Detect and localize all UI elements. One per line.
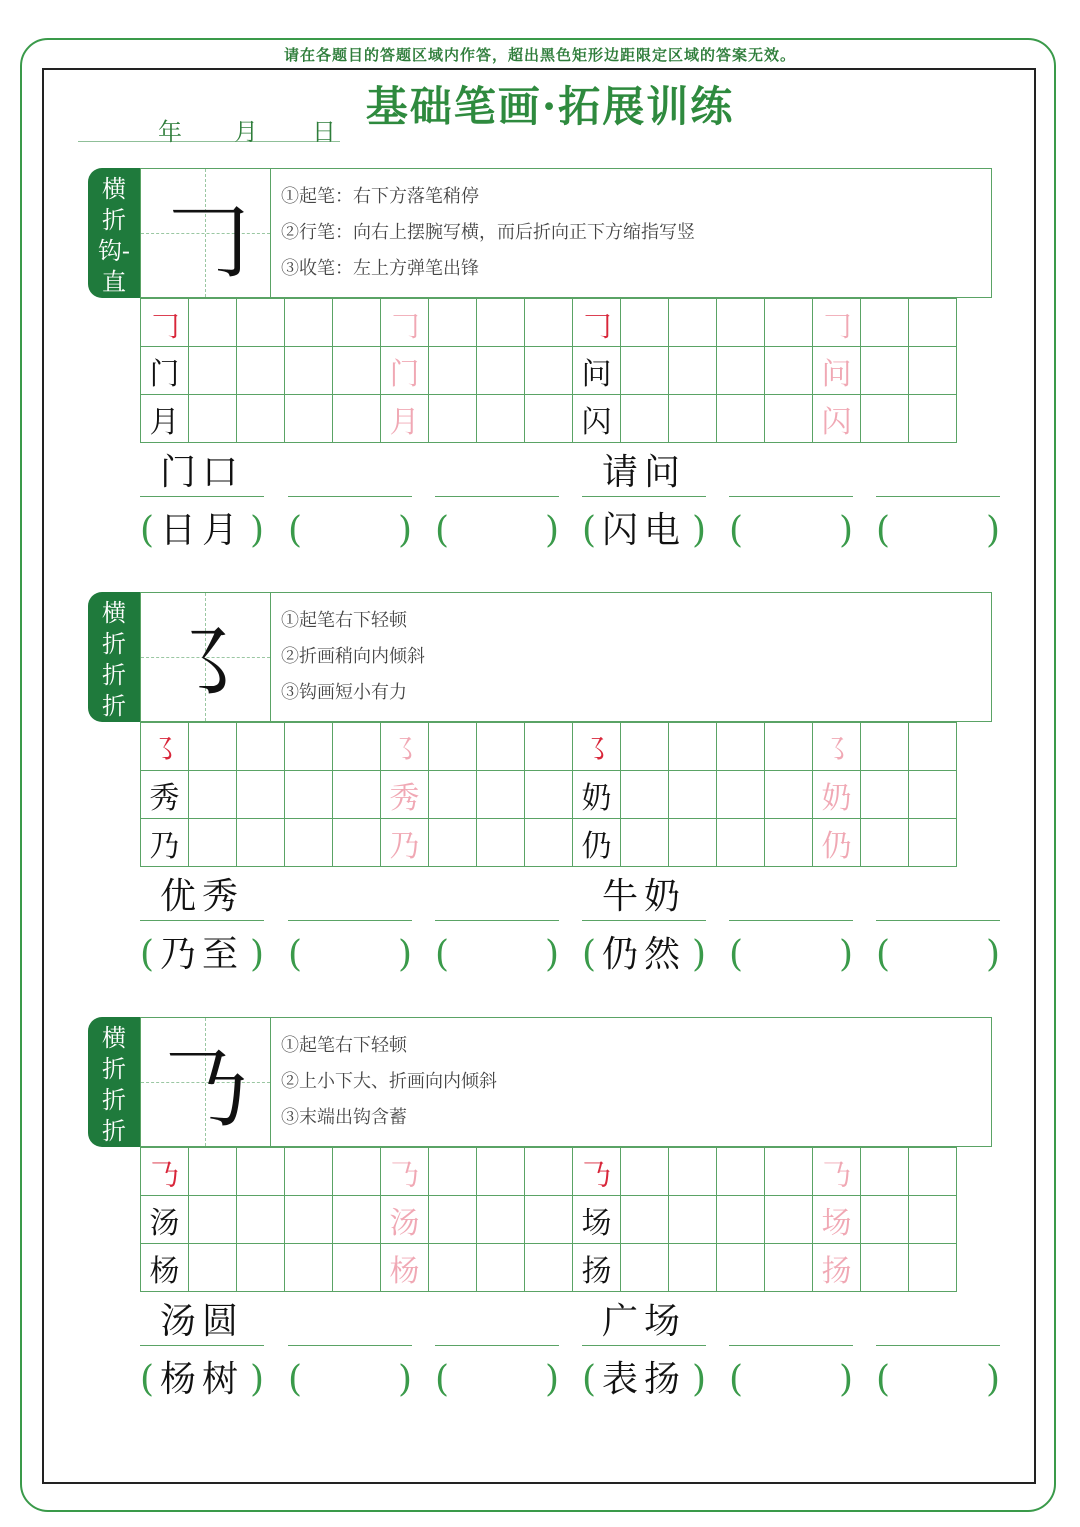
grid-cell[interactable]: 𠃌	[381, 299, 429, 347]
stroke-name-char: 横	[102, 599, 126, 627]
grid-cell[interactable]	[189, 1244, 237, 1292]
paren-left: (	[435, 510, 450, 551]
paren-left: (	[582, 510, 597, 551]
grid-row	[141, 771, 957, 819]
grid-cell[interactable]	[333, 347, 381, 395]
paren-right: )	[691, 510, 706, 551]
paren-left: (	[582, 1359, 597, 1400]
stroke-header	[140, 1017, 992, 1147]
grid-cell[interactable]: 场	[813, 1196, 861, 1244]
page-title: 基础笔画·拓展训练	[365, 82, 735, 131]
grid-cell[interactable]	[621, 819, 669, 867]
grid-cell[interactable]	[525, 819, 573, 867]
paren-left: (	[140, 934, 155, 975]
word-slot[interactable]	[140, 872, 264, 921]
paren-left: (	[729, 510, 744, 551]
notice-text: 请在各题目的答题区域内作答，超出黑色矩形边距限定区域的答案无效。	[283, 46, 796, 64]
grid-cell[interactable]: 门	[141, 347, 189, 395]
grid-cell[interactable]: 杨	[141, 1244, 189, 1292]
grid-row	[141, 819, 957, 867]
paren-right: )	[985, 510, 1000, 551]
grid-cell[interactable]	[909, 395, 957, 443]
grid-cell[interactable]	[189, 1148, 237, 1196]
grid-cell[interactable]	[237, 395, 285, 443]
grid-cell[interactable]	[525, 1148, 573, 1196]
paren-word: 乃至	[159, 934, 244, 975]
grid-cell[interactable]	[621, 347, 669, 395]
grid-cell[interactable]	[765, 1196, 813, 1244]
word-text: 牛奶	[601, 876, 686, 917]
stroke-name-char: 折	[102, 1055, 126, 1083]
paren-slot[interactable]	[435, 1355, 559, 1407]
grid-cell[interactable]	[237, 347, 285, 395]
paren-left: (	[729, 1359, 744, 1400]
grid-cell[interactable]: 门	[381, 347, 429, 395]
grid-cell[interactable]	[477, 1244, 525, 1292]
stroke-demo-cell	[141, 593, 271, 721]
grid-cell[interactable]	[765, 771, 813, 819]
word-slot[interactable]	[435, 448, 559, 497]
grid-cell[interactable]	[669, 299, 717, 347]
stroke-name-tab	[88, 1017, 140, 1147]
grid-cell[interactable]	[525, 299, 573, 347]
grid-cell[interactable]: 乃	[141, 819, 189, 867]
grid-cell[interactable]: 仍	[573, 819, 621, 867]
word-slot[interactable]	[729, 1297, 853, 1346]
grid-cell[interactable]	[669, 1244, 717, 1292]
instruction-step: ①起笔右下轻顿	[281, 1035, 407, 1056]
word-text: 汤圆	[159, 1301, 244, 1342]
word-slot[interactable]	[876, 1297, 1000, 1346]
grid-cell[interactable]	[429, 1196, 477, 1244]
grid-cell[interactable]	[765, 299, 813, 347]
grid-cell[interactable]	[333, 1148, 381, 1196]
word-slot[interactable]	[582, 448, 706, 497]
date-day: 日	[312, 118, 336, 146]
paren-right: )	[838, 510, 853, 551]
stroke-name-char: 折	[102, 1117, 126, 1145]
grid-cell[interactable]: 𠄎	[141, 1148, 189, 1196]
grid-cell[interactable]	[285, 723, 333, 771]
grid-cell[interactable]: 问	[813, 347, 861, 395]
paren-right: )	[397, 1359, 412, 1400]
grid-cell[interactable]	[189, 1196, 237, 1244]
paren-word: 仍然	[601, 934, 686, 975]
stroke-header	[140, 592, 992, 722]
grid-cell[interactable]	[525, 395, 573, 443]
grid-cell[interactable]	[285, 1196, 333, 1244]
grid-cell[interactable]	[909, 819, 957, 867]
grid-cell[interactable]	[189, 299, 237, 347]
grid-cell[interactable]	[909, 347, 957, 395]
stroke-name-char: 横	[102, 175, 126, 203]
date-row	[78, 112, 340, 146]
grid-cell[interactable]: ㇌	[813, 723, 861, 771]
paren-left: (	[288, 934, 303, 975]
grid-cell[interactable]	[717, 1196, 765, 1244]
stroke-name-char: 横	[102, 1024, 126, 1052]
paren-slot[interactable]	[582, 506, 706, 558]
grid-row	[141, 299, 957, 347]
grid-cell[interactable]	[861, 347, 909, 395]
grid-cell[interactable]	[717, 1244, 765, 1292]
practice-grid	[140, 298, 957, 443]
grid-row	[141, 395, 957, 443]
stroke-name-char: 折	[102, 661, 126, 689]
paren-slot[interactable]	[729, 506, 853, 558]
paren-left: (	[288, 1359, 303, 1400]
grid-cell[interactable]	[333, 819, 381, 867]
grid-cell[interactable]	[765, 1244, 813, 1292]
grid-cell[interactable]	[429, 395, 477, 443]
grid-cell[interactable]	[189, 723, 237, 771]
paren-word: 闪电	[601, 510, 686, 551]
grid-cell[interactable]	[237, 1244, 285, 1292]
grid-cell[interactable]	[861, 299, 909, 347]
word-slot[interactable]	[876, 872, 1000, 921]
grid-cell[interactable]	[429, 1148, 477, 1196]
word-slot[interactable]	[729, 448, 853, 497]
grid-cell[interactable]	[621, 1244, 669, 1292]
grid-cell[interactable]	[669, 347, 717, 395]
paren-left: (	[435, 934, 450, 975]
grid-cell[interactable]	[285, 1244, 333, 1292]
grid-cell[interactable]: 杨	[381, 1244, 429, 1292]
instruction-step: ①起笔：右下方落笔稍停	[281, 186, 479, 207]
grid-cell[interactable]: 𠃌	[141, 299, 189, 347]
grid-cell[interactable]: 𠃌	[573, 299, 621, 347]
grid-cell[interactable]	[909, 1196, 957, 1244]
grid-cell[interactable]	[429, 723, 477, 771]
paren-left: (	[435, 1359, 450, 1400]
paren-slot[interactable]	[729, 930, 853, 982]
paren-right: )	[249, 934, 264, 975]
grid-cell[interactable]	[621, 771, 669, 819]
paren-right: )	[397, 510, 412, 551]
paren-slot[interactable]	[435, 930, 559, 982]
paren-left: (	[582, 934, 597, 975]
grid-cell[interactable]: 秀	[381, 771, 429, 819]
grid-cell[interactable]	[477, 347, 525, 395]
grid-cell[interactable]: 奶	[813, 771, 861, 819]
date-year: 年	[158, 118, 182, 146]
grid-row	[141, 723, 957, 771]
word-slot[interactable]	[140, 1297, 264, 1346]
stroke-name-char: 折	[102, 630, 126, 658]
grid-cell[interactable]: 𠄎	[813, 1148, 861, 1196]
grid-cell[interactable]	[237, 1196, 285, 1244]
grid-cell[interactable]	[909, 299, 957, 347]
grid-cell[interactable]	[861, 819, 909, 867]
grid-cell[interactable]	[717, 395, 765, 443]
grid-cell[interactable]	[909, 1148, 957, 1196]
paren-right: )	[544, 934, 559, 975]
paren-slot[interactable]	[582, 930, 706, 982]
paren-right: )	[691, 934, 706, 975]
grid-cell[interactable]	[477, 771, 525, 819]
grid-cell[interactable]	[189, 819, 237, 867]
stroke-demo-glyph: ㇌	[161, 612, 250, 715]
paren-slot[interactable]	[140, 506, 264, 558]
grid-cell[interactable]	[477, 299, 525, 347]
paren-slot[interactable]	[140, 1355, 264, 1407]
grid-cell[interactable]: 𠃌	[813, 299, 861, 347]
instruction-step: ①起笔右下轻顿	[281, 610, 407, 631]
stroke-demo-cell	[141, 169, 271, 297]
grid-cell[interactable]	[237, 819, 285, 867]
grid-cell[interactable]	[525, 723, 573, 771]
grid-cell[interactable]	[477, 1196, 525, 1244]
grid-row	[141, 347, 957, 395]
stroke-name-tab	[88, 168, 140, 298]
stroke-instructions	[281, 603, 425, 711]
grid-cell[interactable]: 扬	[573, 1244, 621, 1292]
grid-cell[interactable]	[237, 771, 285, 819]
grid-cell[interactable]: 月	[141, 395, 189, 443]
stroke-name-char: 直	[102, 268, 126, 296]
word-slot[interactable]	[288, 448, 412, 497]
grid-cell[interactable]	[189, 395, 237, 443]
paren-right: )	[397, 934, 412, 975]
paren-word: 日月	[159, 510, 244, 551]
paren-right: )	[985, 934, 1000, 975]
grid-cell[interactable]	[717, 723, 765, 771]
word-slot[interactable]	[582, 872, 706, 921]
grid-cell[interactable]	[765, 1148, 813, 1196]
grid-cell[interactable]	[765, 819, 813, 867]
word-slot[interactable]	[288, 872, 412, 921]
paren-slot[interactable]	[288, 1355, 412, 1407]
paren-word: 表扬	[601, 1359, 686, 1400]
paren-right: )	[691, 1359, 706, 1400]
stroke-instructions	[281, 179, 695, 287]
stroke-header	[140, 168, 992, 298]
grid-cell[interactable]: 汤	[141, 1196, 189, 1244]
grid-cell[interactable]: 𠄎	[381, 1148, 429, 1196]
grid-cell[interactable]: ㇌	[381, 723, 429, 771]
grid-cell[interactable]: 问	[573, 347, 621, 395]
paren-slot[interactable]	[876, 1355, 1000, 1407]
grid-cell[interactable]	[333, 395, 381, 443]
grid-cell[interactable]	[861, 395, 909, 443]
grid-cell[interactable]	[285, 819, 333, 867]
paren-left: (	[729, 934, 744, 975]
grid-cell[interactable]	[525, 1244, 573, 1292]
paren-slot[interactable]	[729, 1355, 853, 1407]
stroke-name-char: 钩-	[97, 237, 131, 265]
instruction-step: ③收笔：左上方弹笔出锋	[281, 258, 479, 279]
grid-cell[interactable]	[621, 723, 669, 771]
grid-cell[interactable]: 奶	[573, 771, 621, 819]
grid-cell[interactable]	[237, 299, 285, 347]
grid-cell[interactable]	[669, 771, 717, 819]
grid-cell[interactable]	[621, 1196, 669, 1244]
grid-cell[interactable]: 扬	[813, 1244, 861, 1292]
grid-cell[interactable]	[909, 1244, 957, 1292]
date-month: 月	[234, 118, 258, 146]
grid-cell[interactable]	[861, 1148, 909, 1196]
paren-slot[interactable]	[876, 506, 1000, 558]
grid-cell[interactable]	[717, 819, 765, 867]
word-slot[interactable]	[435, 1297, 559, 1346]
grid-cell[interactable]: 场	[573, 1196, 621, 1244]
grid-cell[interactable]	[669, 1148, 717, 1196]
stroke-instructions	[281, 1028, 497, 1136]
paren-left: (	[876, 934, 891, 975]
stroke-name-char: 折	[102, 1086, 126, 1114]
grid-row	[141, 1148, 957, 1196]
paren-right: )	[544, 1359, 559, 1400]
grid-cell[interactable]	[669, 819, 717, 867]
grid-cell[interactable]	[237, 1148, 285, 1196]
grid-cell[interactable]	[429, 819, 477, 867]
grid-cell[interactable]	[525, 1196, 573, 1244]
paren-right: )	[838, 1359, 853, 1400]
grid-cell[interactable]	[621, 299, 669, 347]
word-text: 广场	[601, 1301, 686, 1342]
grid-cell[interactable]	[333, 771, 381, 819]
paren-slot[interactable]	[288, 930, 412, 982]
paren-right: )	[249, 510, 264, 551]
stroke-demo-glyph: 𠄎	[161, 1037, 250, 1140]
word-slot[interactable]	[729, 872, 853, 921]
grid-cell[interactable]: 𠄎	[573, 1148, 621, 1196]
grid-cell[interactable]	[477, 723, 525, 771]
word-slot[interactable]	[876, 448, 1000, 497]
stroke-demo-cell	[141, 1018, 271, 1146]
grid-cell[interactable]	[429, 299, 477, 347]
grid-cell[interactable]	[765, 723, 813, 771]
grid-cell[interactable]	[285, 299, 333, 347]
practice-grid	[140, 1147, 957, 1292]
grid-cell[interactable]	[765, 347, 813, 395]
grid-cell[interactable]	[477, 395, 525, 443]
grid-cell[interactable]	[525, 347, 573, 395]
grid-cell[interactable]	[285, 395, 333, 443]
grid-cell[interactable]	[909, 723, 957, 771]
grid-cell[interactable]: 仍	[813, 819, 861, 867]
grid-cell[interactable]	[861, 1196, 909, 1244]
grid-cell[interactable]	[717, 299, 765, 347]
grid-cell[interactable]	[861, 723, 909, 771]
stroke-name-char: 折	[102, 692, 126, 720]
grid-cell[interactable]	[477, 819, 525, 867]
grid-cell[interactable]	[189, 771, 237, 819]
grid-cell[interactable]	[861, 771, 909, 819]
grid-cell[interactable]	[285, 1148, 333, 1196]
paren-right: )	[249, 1359, 264, 1400]
grid-cell[interactable]	[717, 347, 765, 395]
practice-grid	[140, 722, 957, 867]
stroke-name-char: 折	[102, 206, 126, 234]
grid-cell[interactable]	[285, 347, 333, 395]
paren-left: (	[876, 1359, 891, 1400]
grid-cell[interactable]	[525, 771, 573, 819]
grid-cell[interactable]	[765, 395, 813, 443]
grid-cell[interactable]: ㇌	[573, 723, 621, 771]
grid-cell[interactable]: 闪	[813, 395, 861, 443]
grid-cell[interactable]	[669, 723, 717, 771]
paren-slot[interactable]	[435, 506, 559, 558]
grid-cell[interactable]: 汤	[381, 1196, 429, 1244]
grid-cell[interactable]	[237, 723, 285, 771]
word-slot[interactable]	[288, 1297, 412, 1346]
date-line	[78, 141, 340, 142]
instruction-step: ②行笔：向右上摆腕写横，而后折向正下方缩指写竖	[281, 222, 695, 243]
word-slot[interactable]	[435, 872, 559, 921]
grid-cell[interactable]	[717, 1148, 765, 1196]
paren-left: (	[876, 510, 891, 551]
word-slot[interactable]	[582, 1297, 706, 1346]
paren-right: )	[838, 934, 853, 975]
word-text: 门口	[159, 452, 244, 493]
paren-right: )	[985, 1359, 1000, 1400]
grid-row	[141, 1244, 957, 1292]
grid-cell[interactable]	[669, 395, 717, 443]
grid-cell[interactable]: 闪	[573, 395, 621, 443]
grid-cell[interactable]	[717, 771, 765, 819]
instruction-step: ②上小下大、折画向内倾斜	[281, 1071, 497, 1092]
paren-right: )	[544, 510, 559, 551]
grid-cell[interactable]	[429, 1244, 477, 1292]
paren-word: 杨树	[159, 1359, 244, 1400]
grid-cell[interactable]	[285, 771, 333, 819]
grid-cell[interactable]	[909, 771, 957, 819]
grid-cell[interactable]	[333, 1244, 381, 1292]
word-text: 优秀	[159, 876, 244, 917]
paren-slot[interactable]	[876, 930, 1000, 982]
grid-cell[interactable]	[189, 347, 237, 395]
grid-cell[interactable]: 秀	[141, 771, 189, 819]
grid-cell[interactable]	[333, 1196, 381, 1244]
word-text: 请问	[601, 452, 686, 493]
grid-cell[interactable]	[621, 395, 669, 443]
paren-slot[interactable]	[582, 1355, 706, 1407]
stroke-name-tab	[88, 592, 140, 722]
grid-cell[interactable]	[621, 1148, 669, 1196]
word-slot[interactable]	[140, 448, 264, 497]
grid-cell[interactable]	[669, 1196, 717, 1244]
paren-slot[interactable]	[288, 506, 412, 558]
paren-left: (	[140, 1359, 155, 1400]
grid-cell[interactable]	[333, 723, 381, 771]
grid-cell[interactable]	[477, 1148, 525, 1196]
stroke-demo-glyph: 𠃌	[161, 188, 250, 291]
instruction-step: ②折画稍向内倾斜	[281, 646, 425, 667]
instruction-step: ③钩画短小有力	[281, 682, 407, 703]
grid-cell[interactable]: ㇌	[141, 723, 189, 771]
grid-cell[interactable]	[429, 771, 477, 819]
paren-left: (	[140, 510, 155, 551]
grid-cell[interactable]: 乃	[381, 819, 429, 867]
instruction-step: ③末端出钩含蓄	[281, 1107, 407, 1128]
grid-row	[141, 1196, 957, 1244]
paren-left: (	[288, 510, 303, 551]
grid-cell[interactable]	[429, 347, 477, 395]
grid-cell[interactable]: 月	[381, 395, 429, 443]
grid-cell[interactable]	[333, 299, 381, 347]
grid-cell[interactable]	[861, 1244, 909, 1292]
paren-slot[interactable]	[140, 930, 264, 982]
